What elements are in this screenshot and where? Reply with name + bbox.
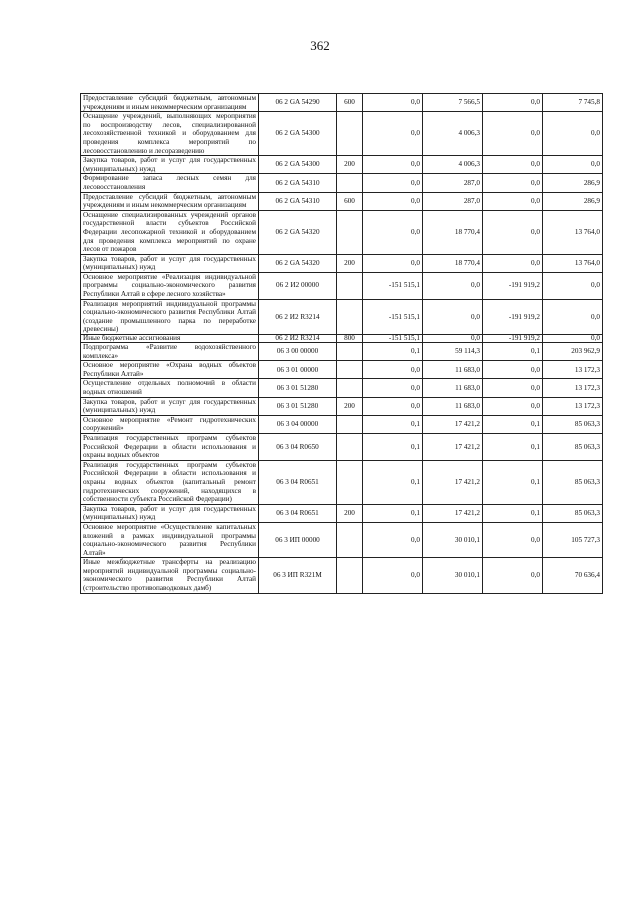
row-value-2-cell: 17 421,2 — [423, 504, 483, 522]
row-name-cell: Основное мероприятие «Осуществление капитальных вложений в рамках индивидуальной программы социально-экономического развития Республики Алтай» — [81, 522, 259, 557]
row-value-1-cell: -151 515,1 — [363, 272, 423, 299]
budget-table — [80, 93, 603, 594]
row-value-4-cell: 85 063,3 — [543, 433, 603, 460]
row-code-cell: 06 2 И2 R3214 — [259, 335, 337, 343]
row-value-3-cell: 0,1 — [483, 433, 543, 460]
row-value-2-cell: 17 421,2 — [423, 460, 483, 504]
row-value-2-cell: 17 421,2 — [423, 415, 483, 433]
row-name-cell: Предоставление субсидий бюджетным, автономным учреждениям и иным некоммерческим организациям — [81, 192, 259, 210]
row-value-4-cell: 70 636,4 — [543, 558, 603, 593]
row-code-cell: 06 2 GA 54320 — [259, 210, 337, 254]
row-code-cell: 06 2 GA 54300 — [259, 112, 337, 156]
row-value-1-cell: 0,1 — [363, 343, 423, 361]
row-value-2-cell: 7 566,5 — [423, 94, 483, 112]
row-value-2-cell: 18 770,4 — [423, 210, 483, 254]
row-expense-type-cell: 200 — [337, 156, 363, 174]
row-value-1-cell: 0,0 — [363, 112, 423, 156]
row-code-cell: 06 3 04 R0650 — [259, 433, 337, 460]
row-expense-type-cell — [337, 522, 363, 557]
row-value-3-cell: -191 919,2 — [483, 335, 543, 343]
row-expense-type-cell: 600 — [337, 192, 363, 210]
row-value-3-cell: 0,1 — [483, 415, 543, 433]
row-value-3-cell: 0,0 — [483, 156, 543, 174]
row-value-3-cell: 0,0 — [483, 397, 543, 415]
row-value-4-cell: 7 745,8 — [543, 94, 603, 112]
row-value-4-cell: 85 063,3 — [543, 460, 603, 504]
table-row — [81, 299, 603, 334]
table-row — [81, 210, 603, 254]
row-value-2-cell: 0,0 — [423, 299, 483, 334]
row-name-cell: Основное мероприятие «Ремонт гидротехнических сооружений» — [81, 415, 259, 433]
row-name-cell: Реализация государственных программ субъектов Российской Федерации в области использования и охраны водных объектов — [81, 433, 259, 460]
row-code-cell: 06 3 01 00000 — [259, 361, 337, 379]
row-value-2-cell: 4 006,3 — [423, 112, 483, 156]
row-value-1-cell: 0,0 — [363, 192, 423, 210]
row-expense-type-cell — [337, 343, 363, 361]
row-value-4-cell: 0,0 — [543, 112, 603, 156]
row-expense-type-cell: 600 — [337, 94, 363, 112]
table-row — [81, 433, 603, 460]
row-value-4-cell: 105 727,3 — [543, 522, 603, 557]
row-value-2-cell: 287,0 — [423, 174, 483, 192]
row-code-cell: 06 3 01 51280 — [259, 397, 337, 415]
row-name-cell: Закупка товаров, работ и услуг для государственных (муниципальных) нужд — [81, 156, 259, 174]
row-value-4-cell: 286,9 — [543, 192, 603, 210]
row-expense-type-cell: 200 — [337, 397, 363, 415]
table-row — [81, 379, 603, 397]
row-value-2-cell: 30 010,1 — [423, 558, 483, 593]
table-row — [81, 415, 603, 433]
row-value-4-cell: 0,0 — [543, 272, 603, 299]
table-row — [81, 522, 603, 557]
row-value-1-cell: 0,1 — [363, 460, 423, 504]
row-code-cell: 06 2 GA 54290 — [259, 94, 337, 112]
row-value-4-cell: 13 172,3 — [543, 397, 603, 415]
row-value-1-cell: 0,0 — [363, 174, 423, 192]
row-value-3-cell: 0,0 — [483, 112, 543, 156]
row-expense-type-cell — [337, 112, 363, 156]
row-value-3-cell: -191 919,2 — [483, 272, 543, 299]
table-row — [81, 397, 603, 415]
row-value-1-cell: 0,1 — [363, 415, 423, 433]
row-value-1-cell: -151 515,1 — [363, 335, 423, 343]
row-value-4-cell: 13 172,3 — [543, 379, 603, 397]
row-code-cell: 06 3 04 00000 — [259, 415, 337, 433]
row-name-cell: Формирование запаса лесных семян для лесовосстановления — [81, 174, 259, 192]
table-row — [81, 558, 603, 593]
table-row — [81, 112, 603, 156]
table-row — [81, 504, 603, 522]
row-value-2-cell: 4 006,3 — [423, 156, 483, 174]
row-value-4-cell: 203 962,9 — [543, 343, 603, 361]
table-row — [81, 174, 603, 192]
row-expense-type-cell — [337, 415, 363, 433]
row-expense-type-cell — [337, 272, 363, 299]
row-value-1-cell: -151 515,1 — [363, 299, 423, 334]
row-name-cell: Осуществление отдельных полномочий в области водных отношений — [81, 379, 259, 397]
table-row — [81, 192, 603, 210]
row-value-4-cell: 13 172,3 — [543, 361, 603, 379]
row-name-cell: Оснащение учреждений, выполняющих мероприятия по воспроизводству лесов, специализированной лесохозяйственной техникой и оборудованием для проведения комплекса мероприятий по лесовосстановлению и лесоразведению — [81, 112, 259, 156]
row-code-cell: 06 2 И2 R3214 — [259, 299, 337, 334]
row-value-2-cell: 18 770,4 — [423, 254, 483, 272]
row-value-1-cell: 0,0 — [363, 522, 423, 557]
row-value-2-cell: 287,0 — [423, 192, 483, 210]
row-name-cell: Иные бюджетные ассигнования — [81, 335, 259, 343]
row-code-cell: 06 3 00 00000 — [259, 343, 337, 361]
row-value-3-cell: 0,0 — [483, 174, 543, 192]
row-value-3-cell: -191 919,2 — [483, 299, 543, 334]
table-row — [81, 361, 603, 379]
row-value-3-cell: 0,1 — [483, 343, 543, 361]
row-code-cell: 06 2 GA 54300 — [259, 156, 337, 174]
row-code-cell: 06 3 01 51280 — [259, 379, 337, 397]
row-expense-type-cell: 800 — [337, 335, 363, 343]
row-value-4-cell: 13 764,0 — [543, 210, 603, 254]
row-expense-type-cell — [337, 558, 363, 593]
row-name-cell: Иные межбюджетные трансферты на реализацию мероприятий индивидуальной программы социально-экономического развития Республики Алтай (строительство противопаводковых дамб) — [81, 558, 259, 593]
row-value-2-cell: 11 683,0 — [423, 361, 483, 379]
row-value-3-cell: 0,0 — [483, 192, 543, 210]
row-value-2-cell: 17 421,2 — [423, 433, 483, 460]
row-value-2-cell: 0,0 — [423, 335, 483, 343]
table-row — [81, 156, 603, 174]
row-code-cell: 06 3 ИП 00000 — [259, 522, 337, 557]
row-value-2-cell: 0,0 — [423, 272, 483, 299]
table-row — [81, 460, 603, 504]
page-number: 362 — [310, 38, 330, 53]
row-value-4-cell: 0,0 — [543, 335, 603, 343]
row-expense-type-cell — [337, 210, 363, 254]
table-row — [81, 343, 603, 361]
row-value-2-cell: 59 114,3 — [423, 343, 483, 361]
row-value-4-cell: 0,0 — [543, 299, 603, 334]
row-value-4-cell: 13 764,0 — [543, 254, 603, 272]
row-code-cell: 06 3 04 R0651 — [259, 504, 337, 522]
row-expense-type-cell — [337, 433, 363, 460]
row-value-2-cell: 11 683,0 — [423, 379, 483, 397]
row-name-cell: Предоставление субсидий бюджетным, автономным учреждениям и иным некоммерческим организациям — [81, 94, 259, 112]
row-name-cell: Реализация государственных программ субъектов Российской Федерации в области использования и охраны водных объектов (капитальный ремонт гидротехнических сооружений, находящихся в собственности субъекта Российской Федерации) — [81, 460, 259, 504]
row-value-1-cell: 0,1 — [363, 433, 423, 460]
row-value-2-cell: 30 010,1 — [423, 522, 483, 557]
row-value-1-cell: 0,0 — [363, 210, 423, 254]
row-value-3-cell: 0,0 — [483, 522, 543, 557]
row-expense-type-cell — [337, 174, 363, 192]
row-name-cell: Подпрограмма «Развитие водохозяйственного комплекса» — [81, 343, 259, 361]
row-value-2-cell: 11 683,0 — [423, 397, 483, 415]
row-value-3-cell: 0,0 — [483, 379, 543, 397]
row-value-1-cell: 0,0 — [363, 558, 423, 593]
row-code-cell: 06 3 04 R0651 — [259, 460, 337, 504]
row-value-1-cell: 0,0 — [363, 379, 423, 397]
row-name-cell: Основное мероприятие «Реализация индивидуальной программы социально-экономического развития Республики Алтай в сфере лесного хозяйства» — [81, 272, 259, 299]
row-value-3-cell: 0,0 — [483, 361, 543, 379]
row-expense-type-cell: 200 — [337, 254, 363, 272]
row-value-4-cell: 85 063,3 — [543, 504, 603, 522]
row-value-3-cell: 0,0 — [483, 254, 543, 272]
row-value-3-cell: 0,1 — [483, 460, 543, 504]
row-code-cell: 06 3 ИП R321М — [259, 558, 337, 593]
row-value-1-cell: 0,0 — [363, 254, 423, 272]
row-value-3-cell: 0,0 — [483, 558, 543, 593]
row-code-cell: 06 2 GA 54310 — [259, 174, 337, 192]
row-value-3-cell: 0,1 — [483, 504, 543, 522]
row-value-3-cell: 0,0 — [483, 94, 543, 112]
row-expense-type-cell — [337, 361, 363, 379]
row-value-4-cell: 85 063,3 — [543, 415, 603, 433]
row-name-cell: Закупка товаров, работ и услуг для государственных (муниципальных) нужд — [81, 397, 259, 415]
row-value-4-cell: 0,0 — [543, 156, 603, 174]
row-expense-type-cell: 200 — [337, 504, 363, 522]
row-value-1-cell: 0,0 — [363, 361, 423, 379]
row-value-1-cell: 0,1 — [363, 504, 423, 522]
row-expense-type-cell — [337, 299, 363, 334]
row-name-cell: Оснащение специализированных учреждений органов государственной власти субъектов Российской Федерации лесопожарной техникой и оборудованием для проведения комплекса мероприятий по охране лесов от пожаров — [81, 210, 259, 254]
row-value-4-cell: 286,9 — [543, 174, 603, 192]
row-code-cell: 06 2 И2 00000 — [259, 272, 337, 299]
table-row — [81, 335, 603, 343]
table-row — [81, 272, 603, 299]
table-row — [81, 254, 603, 272]
row-name-cell: Реализация мероприятий индивидуальной программы социально-экономического развития Республики Алтай (создание промышленного парка по переработке древесины) — [81, 299, 259, 334]
row-value-1-cell: 0,0 — [363, 397, 423, 415]
row-name-cell: Основное мероприятие «Охрана водных объектов Республики Алтай» — [81, 361, 259, 379]
row-name-cell: Закупка товаров, работ и услуг для государственных (муниципальных) нужд — [81, 254, 259, 272]
row-value-3-cell: 0,0 — [483, 210, 543, 254]
table-row — [81, 94, 603, 112]
row-expense-type-cell — [337, 460, 363, 504]
row-code-cell: 06 2 GA 54320 — [259, 254, 337, 272]
row-value-1-cell: 0,0 — [363, 156, 423, 174]
row-name-cell: Закупка товаров, работ и услуг для государственных (муниципальных) нужд — [81, 504, 259, 522]
row-expense-type-cell — [337, 379, 363, 397]
row-value-1-cell: 0,0 — [363, 94, 423, 112]
row-code-cell: 06 2 GA 54310 — [259, 192, 337, 210]
